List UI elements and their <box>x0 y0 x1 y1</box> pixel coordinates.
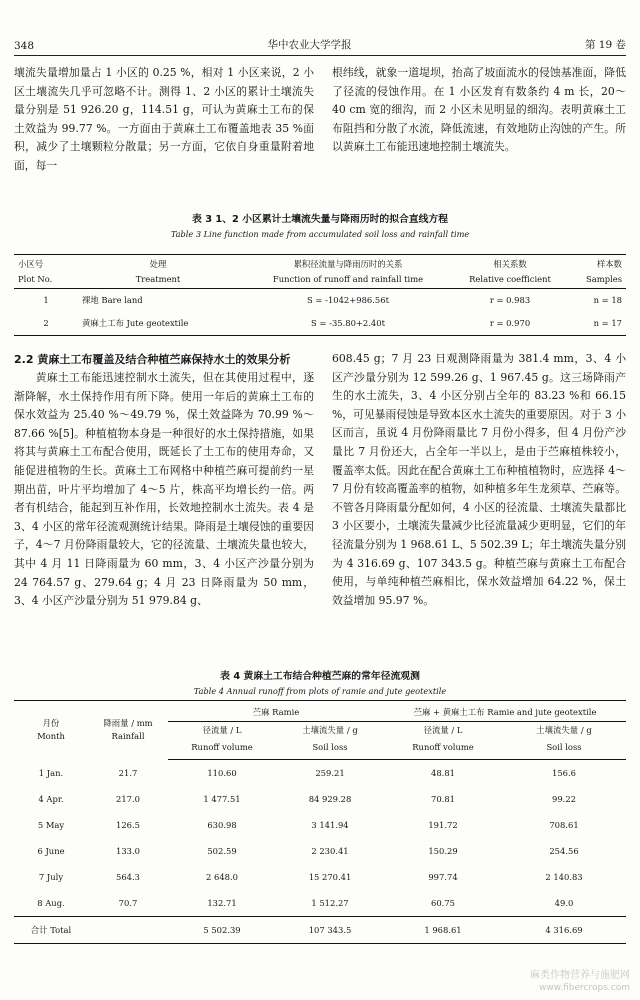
running-header <box>14 36 626 52</box>
table3-caption-zh: 表 3 1、2 小区累计土壤流失量与降雨历时的拟合直线方程 <box>191 214 448 225</box>
right-column-middle <box>332 350 626 610</box>
table-row <box>14 890 626 917</box>
runoff-header: 径流量 / L <box>423 725 463 735</box>
table-cell: 21.7 <box>118 767 138 778</box>
runoff-header: 径流量 / L <box>202 725 242 735</box>
table3-header-zh <box>14 255 626 271</box>
section-heading: 2.2 黄麻土工布覆盖及结合种植苎麻保持水土的效果分析 <box>14 353 291 366</box>
table3-header-cell: 相关系数 <box>493 259 527 269</box>
table-cell: r = 0.970 <box>489 318 531 328</box>
table-cell: 5 502.39 <box>168 917 276 944</box>
rainfall-header-zh: 降雨量 / mm <box>103 718 153 729</box>
soil-loss-header: 土壤流失量 / g <box>536 725 592 735</box>
paragraph: 壤流失量增加量占 1 小区的 0.25 %，相对 1 小区来说，2 小区土壤流失几乎可忽略不计。测得 1、2 小区的累计土壤流失量分别是 51 926.20 g，114.51 g，可认为黄麻土工布的保土效益为 99.77 %。一方面由于黄麻土工布覆盖地表 35 %面积，减少了土壤颗粒分散量；另一方面，它依自身重量附着地面，每一 <box>14 66 314 172</box>
table3-header-cell: Plot No. <box>14 270 78 289</box>
paragraph: 黄麻土工布能迅速控制水土流失，但在其使用过程中，逐渐降解，水土保持作用有所下降。使用一年后的黄麻土工布的保水效益为 25.40 %～49.79 %，保土效益降为 70.99 %～87.66 %[5]。种植植物本身是一种很好的水土保持措施，如果将其与黄麻土工布配合使用，既延长了土工布的使用寿命，又能促进植物的生长。黄麻土工布网格中种植苎麻可提前约一星期出苗，叶片平均增加了 4～5 片，株高平均增长约一倍。两者有机结合，能起到互补作用，长效地控制水土流失。表 4 是 3、4 小区的常年径流观测统计结果。降雨是土壤侵蚀的重要因子，4～7 月份降雨量较大，它的径流量、土壤流失量也较大，其中 4 月 11 日降雨量为 60 mm，3、4 小区产沙量分别为 24 764.57 g、279.64 g；4 月 23 日降雨量为 50 mm，3、4 小区产沙量分别为 51 979.84 g、 <box>14 371 314 608</box>
table3-header-cell: Samples <box>562 270 626 289</box>
runoff-header-en: Runoff volume <box>384 739 502 760</box>
soil-loss-header-en: Soil loss <box>502 739 626 760</box>
table3-header-cell: 处理 <box>149 259 167 269</box>
table-cell: 70.81 <box>431 794 455 804</box>
table-cell: 15 270.41 <box>308 872 352 882</box>
table-row <box>14 312 626 336</box>
month-header-en: Month <box>37 731 65 742</box>
table-row <box>14 812 626 838</box>
table-cell: 裸地 Bare land <box>82 295 143 305</box>
table4-body <box>14 760 626 944</box>
table-cell: 1 Jan. <box>38 767 64 778</box>
table-cell: 107 343.5 <box>276 917 384 944</box>
watermark-line2: www.fibercrops.com <box>539 983 630 993</box>
table-cell: 49.0 <box>554 898 574 908</box>
table-cell: S = -35.80+2.40t <box>311 318 385 328</box>
table-cell: 150.29 <box>428 846 458 856</box>
volume-number: 第 19 卷 <box>584 39 626 51</box>
table-cell: 2 140.83 <box>545 872 583 882</box>
table-cell <box>88 917 168 944</box>
table4-header-group <box>14 701 626 722</box>
table-cell: 110.60 <box>207 768 237 778</box>
table-cell: 1 968.61 <box>384 917 502 944</box>
table3-header-cell: 小区号 <box>18 259 44 269</box>
table-cell: 7 July <box>38 872 64 882</box>
ramie-group-header: 苎麻 Ramie <box>168 701 384 722</box>
paragraph: 根纬线，就象一道堤坝，抬高了坡面流水的侵蚀基准面，降低了径流的侵蚀作用。在 1 小区发育有数条约 4 m 长，20～40 cm 宽的细沟，而 2 小区未见明显的细沟。表明黄麻土工布阻挡和分散了水流，降低流速，有效地防止沟蚀的产生。所以黄麻土工布能迅速地控制土壤流失。 <box>332 66 626 154</box>
table-cell: 156.6 <box>552 768 576 778</box>
table3-header-cell: Treatment <box>78 270 238 289</box>
table-row <box>14 838 626 864</box>
table-cell: 黄麻土工布 Jute geotextile <box>82 318 189 328</box>
table4-caption-en: Table 4 Annual runoff from plots of ramie and jute geotextile <box>193 686 447 696</box>
table-row <box>14 289 626 313</box>
month-header <box>14 701 88 760</box>
page-number: 348 <box>14 40 35 52</box>
table-row <box>14 760 626 787</box>
soil-loss-header-en: Soil loss <box>276 739 384 760</box>
table3 <box>14 254 626 336</box>
table-cell: 70.7 <box>118 898 138 908</box>
table-cell: 3 141.94 <box>311 820 349 830</box>
table-total-row <box>14 917 626 944</box>
table-cell: 126.5 <box>116 820 140 830</box>
table-cell: n = 18 <box>593 295 622 305</box>
table-cell: 564.3 <box>116 872 140 882</box>
table-cell: 99.22 <box>552 794 576 804</box>
table-cell: 708.61 <box>549 820 579 830</box>
right-column-top <box>332 64 626 157</box>
watermark-line1: 麻类作物营养与施肥网 <box>530 970 630 981</box>
table-cell: 2 230.41 <box>311 846 349 856</box>
table-cell: 60.75 <box>431 898 455 908</box>
header-rule <box>14 55 626 56</box>
table-cell: 132.71 <box>207 898 237 908</box>
table3-caption-en: Table 3 Line function made from accumulated soil loss and rainfall time <box>170 229 470 239</box>
table-cell: 630.98 <box>207 820 237 830</box>
table-cell: r = 0.983 <box>489 295 531 305</box>
table-row <box>14 786 626 812</box>
table-cell: 48.81 <box>431 768 455 778</box>
left-column-middle <box>14 350 314 611</box>
table3-caption <box>14 213 626 241</box>
table-cell: n = 17 <box>593 318 622 328</box>
table-cell: 259.21 <box>315 768 345 778</box>
table-row <box>14 864 626 890</box>
table-cell: 254.56 <box>549 846 579 856</box>
table4-caption <box>14 670 626 698</box>
table-cell: 217.0 <box>116 794 140 804</box>
table3-header-cell: 样本数 <box>596 259 622 269</box>
rainfall-header <box>88 701 168 760</box>
table-cell: 合计 Total <box>14 917 88 944</box>
table-cell: 8 Aug. <box>37 898 65 908</box>
soil-loss-header: 土壤流失量 / g <box>302 725 358 735</box>
table3-header-cell: Function of runoff and rainfall time <box>238 270 458 289</box>
table-cell: 997.74 <box>428 872 458 882</box>
table-cell: 84 929.28 <box>308 794 352 804</box>
rainfall-header-en: Rainfall <box>111 731 145 742</box>
left-column-top <box>14 64 314 176</box>
table3-header-en <box>14 270 626 289</box>
table-cell: 4 316.69 <box>502 917 626 944</box>
journal-title: 华中农业大学学报 <box>267 39 352 51</box>
table4 <box>14 700 626 944</box>
table-cell: S = -1042+986.56t <box>307 295 389 305</box>
table-cell: 1 512.27 <box>311 898 349 908</box>
runoff-header-en: Runoff volume <box>168 739 276 760</box>
table-cell: 1 477.51 <box>203 794 241 804</box>
table-cell: 1 <box>43 295 49 305</box>
table-cell: 2 648.0 <box>206 872 238 882</box>
watermark <box>530 970 630 994</box>
table3-header-cell: 累积径流量与降雨历时的关系 <box>293 259 403 269</box>
table3-header-cell: Relative coefficient <box>458 270 562 289</box>
table-cell: 4 Apr. <box>38 794 64 804</box>
month-header-zh: 月份 <box>42 718 60 729</box>
table4-caption-zh: 表 4 黄麻土工布结合种植苎麻的常年径流观测 <box>220 671 420 682</box>
table-cell: 6 June <box>37 846 65 856</box>
table-cell: 133.0 <box>116 846 140 856</box>
table-cell: 2 <box>43 318 49 328</box>
table-cell: 191.72 <box>428 820 458 830</box>
paragraph: 608.45 g；7 月 23 日观测降雨量为 381.4 mm，3、4 小区产沙量分别为 12 599.26 g、1 967.45 g。这三场降雨产生的水土流失，3、4 小区分别占全年的 83.23 %和 66.15 %，可见暴雨侵蚀是导致本区水土流失的重要原因。对于 3 小区而言，虽说 4 月份降雨量比 7 月份小得多，但 4 月份产沙量比 7 月份还大，占全年一半以上，是由于苎麻植株较小，覆盖率太低。因此在配合黄麻土工布种植植物时，应选择 4～7 月份有较高覆盖率的植物，如种植多年生龙须草、苎麻等。不管各月降雨量分配如何，4 小区的径流量、土壤流失量都比 3 小区要小，土壤流失量减少比径流量减少更明显，它们的年径流量分别为 1 968.61 L、5 502.39 L；年土壤流失量分别为 4 316.69 g、107 343.5 g。种植苎麻与黄麻土工布配合使用，与单纯种植苎麻相比，保水效益增加 64.22 %，保土效益增加 95.97 %。 <box>332 352 626 607</box>
table-cell: 502.59 <box>207 846 237 856</box>
table-cell: 5 May <box>37 820 65 830</box>
ramie-jute-group-header: 苎麻 + 黄麻土工布 Ramie and jute geotextile <box>384 701 626 722</box>
